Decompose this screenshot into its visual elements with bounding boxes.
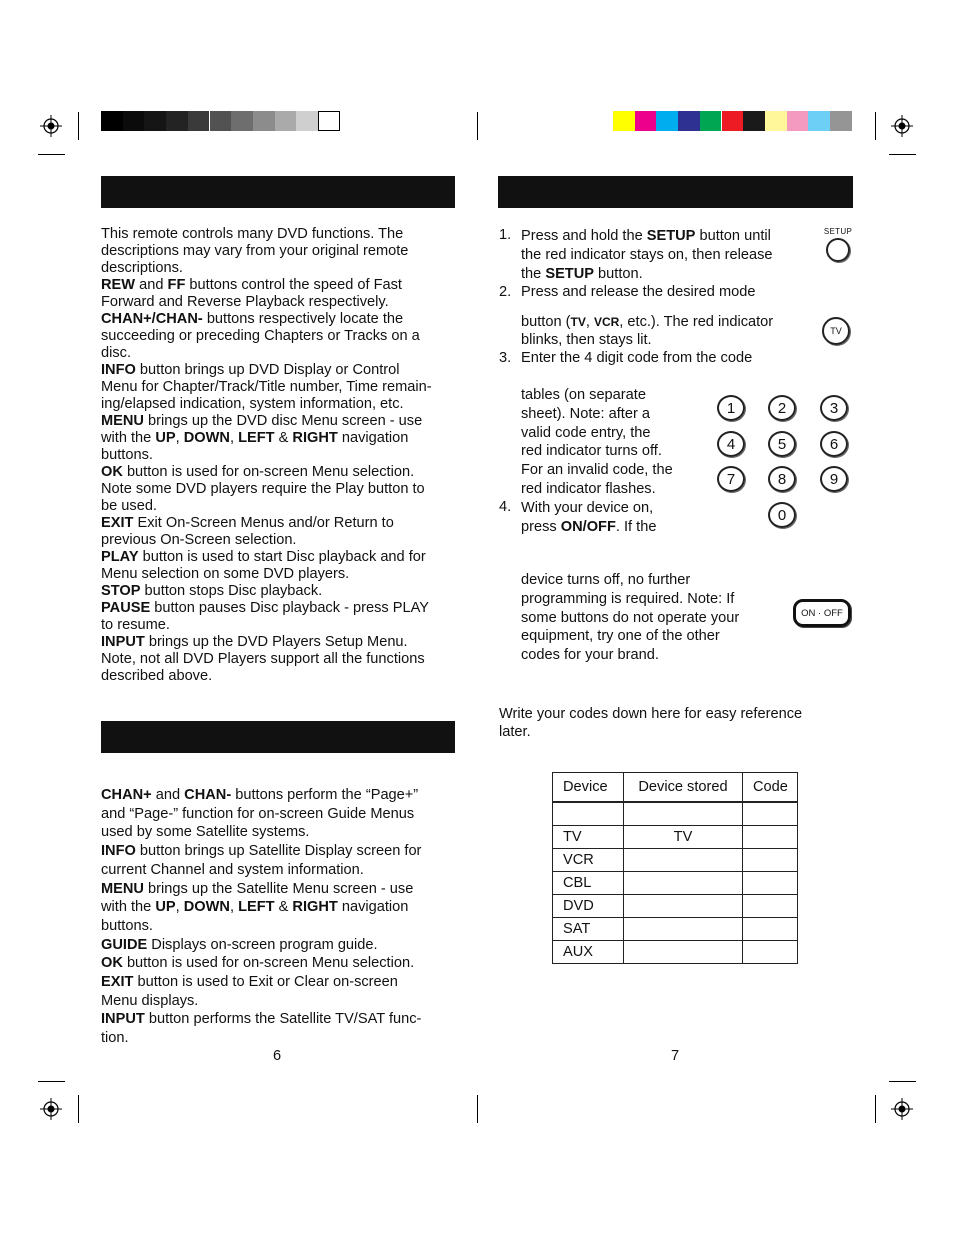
text-line	[521, 331, 773, 349]
text-segment: descriptions.	[101, 260, 183, 276]
text-segment: described above.	[101, 668, 213, 684]
on-off-button-icon	[793, 599, 851, 627]
text-line	[101, 823, 421, 842]
text-line	[101, 805, 421, 824]
setup-button-icon	[821, 227, 855, 265]
text-line	[101, 481, 432, 498]
on-off-button-label: ON · OFF	[801, 607, 843, 619]
text-segment: some buttons do not operate your	[521, 609, 740, 626]
color-swatch	[253, 111, 275, 131]
color-swatch	[656, 111, 678, 131]
color-swatch	[765, 111, 787, 131]
table-row	[553, 826, 798, 849]
text-line	[521, 461, 673, 480]
text-segment: Press and release the desired mode	[521, 284, 756, 300]
text-segment: CHAN+	[101, 787, 152, 803]
registration-mark-icon	[40, 1098, 62, 1120]
color-swatch	[144, 111, 166, 131]
text-line	[101, 1010, 421, 1029]
text-segment: descriptions may vary from your original remote	[101, 243, 409, 259]
text-segment: blinks, then stays lit.	[521, 332, 652, 348]
table-row	[553, 872, 798, 895]
text-segment: button.	[594, 266, 643, 282]
text-segment: VCR	[593, 315, 620, 329]
text-segment: ing/elapsed indication, system information, etc.	[101, 396, 404, 412]
text-segment: ,	[175, 430, 184, 446]
text-segment: with the	[101, 899, 156, 916]
color-swatch	[613, 111, 635, 131]
text-segment: device turns off, no further	[521, 572, 691, 588]
text-segment: RIGHT	[292, 899, 338, 916]
text-segment: For an invalid code, the	[521, 462, 673, 479]
text-segment: button pauses Disc playback - press PLAY	[150, 600, 429, 616]
text-segment: CHAN-	[184, 787, 232, 803]
text-segment: Menu selection on some DVD players.	[101, 566, 350, 582]
table-row	[553, 895, 798, 918]
text-line	[101, 992, 421, 1011]
text-segment: navigation	[337, 430, 409, 446]
text-line	[101, 1029, 421, 1048]
text-line	[521, 627, 739, 646]
table-cell[interactable]	[743, 895, 798, 918]
text-line	[101, 430, 432, 447]
keypad-key-7-icon: 7	[717, 466, 745, 492]
text-segment: , etc.). The red indicator	[619, 314, 774, 330]
step-1-text	[521, 227, 773, 284]
text-segment: &	[274, 899, 293, 916]
text-segment: DOWN	[183, 430, 230, 446]
text-segment: ,	[229, 430, 239, 446]
table-cell[interactable]	[743, 872, 798, 895]
text-segment: navigation	[337, 899, 409, 916]
text-segment: press	[521, 518, 561, 535]
text-segment: with the	[101, 430, 156, 446]
text-segment: EXIT	[101, 974, 134, 991]
text-segment: ,	[229, 899, 239, 916]
keypad-key-9-icon: 9	[820, 466, 848, 492]
registration-mark-icon	[891, 1098, 913, 1120]
text-segment: INPUT	[101, 634, 145, 650]
table-cell[interactable]	[743, 802, 798, 826]
text-line	[101, 515, 432, 532]
text-line	[521, 499, 656, 518]
text-segment: REW	[101, 277, 136, 293]
device-code-table	[552, 772, 798, 964]
table-cell: SAT	[553, 918, 624, 941]
text-segment: buttons.	[101, 917, 153, 934]
text-segment: button is used to Exit or Clear on-screen	[133, 974, 398, 991]
text-segment: to resume.	[101, 617, 170, 633]
text-segment: codes for your brand.	[521, 647, 659, 664]
table-header-cell: Device	[553, 773, 624, 803]
color-swatch	[123, 111, 145, 131]
text-segment: previous On-Screen selection.	[101, 532, 297, 548]
text-segment: Displays on-screen program guide.	[147, 936, 378, 953]
color-swatch	[808, 111, 830, 131]
text-segment: button brings up Satellite Display screen for	[135, 843, 422, 860]
text-segment: Forward and Reverse Playback respectively.	[101, 294, 389, 310]
table-cell	[553, 802, 624, 826]
keypad-key-0-icon: 0	[768, 502, 796, 528]
text-segment: programming is required. Note: If	[521, 590, 735, 607]
table-cell: DVD	[553, 895, 624, 918]
step-2-text	[521, 284, 755, 301]
table-cell[interactable]	[743, 849, 798, 872]
text-segment: the	[521, 266, 546, 282]
color-swatch	[743, 111, 765, 131]
text-line	[101, 328, 432, 345]
text-segment: MENU	[101, 880, 144, 897]
text-segment: brings up the DVD disc Menu screen - use	[143, 413, 423, 429]
step-number-1: 1.	[499, 227, 512, 243]
text-line	[101, 861, 421, 880]
tv-button-icon	[822, 317, 850, 345]
satellite-functions-text	[101, 786, 421, 1048]
text-line	[521, 405, 673, 424]
text-line	[101, 294, 432, 311]
color-swatch	[231, 111, 253, 131]
dvd-section-header-bar	[101, 176, 455, 208]
color-swatch	[188, 111, 210, 131]
text-segment: DOWN	[183, 899, 230, 916]
table-header-cell: Code	[743, 773, 798, 803]
keypad-key-8-icon: 8	[768, 466, 796, 492]
text-line	[521, 350, 752, 367]
text-segment: GUIDE	[101, 936, 148, 953]
keypad-key-5-icon: 5	[768, 431, 796, 457]
table-row	[553, 849, 798, 872]
text-segment: and	[135, 277, 168, 293]
color-swatch	[101, 111, 123, 131]
text-segment: EXIT	[101, 515, 134, 531]
text-line	[521, 313, 773, 331]
text-segment: ,	[175, 899, 184, 916]
step-4-text	[521, 499, 656, 536]
text-segment: LEFT	[238, 430, 275, 446]
text-line	[521, 480, 673, 499]
text-segment: buttons control the speed of Fast	[185, 277, 402, 293]
text-line	[521, 284, 755, 301]
page-number-left: 6	[273, 1048, 282, 1064]
text-segment: button until	[695, 228, 771, 244]
text-line	[101, 396, 432, 413]
text-segment: button is used to start Disc playback and for	[138, 549, 426, 565]
text-segment: With your device on,	[521, 500, 654, 516]
text-segment: &	[274, 430, 293, 446]
keypad-key-3-icon: 3	[820, 395, 848, 421]
table-cell[interactable]	[624, 918, 743, 941]
text-line	[101, 498, 432, 515]
text-segment: button stops Disc playback.	[140, 583, 323, 599]
text-segment: Write your codes down here for easy reference	[499, 706, 803, 722]
color-swatch	[635, 111, 657, 131]
code-reference-note	[499, 705, 802, 741]
color-swatch	[830, 111, 852, 131]
text-segment: PAUSE	[101, 600, 151, 616]
text-line	[101, 549, 432, 566]
text-line	[101, 668, 432, 685]
keypad-key-6-icon: 6	[820, 431, 848, 457]
text-line	[101, 464, 432, 481]
text-segment: tables (on separate	[521, 387, 646, 403]
text-segment: equipment, try one of the other	[521, 628, 720, 645]
text-segment: and “Page-” function for on-screen Guide Menus	[101, 805, 415, 822]
text-line	[101, 842, 421, 861]
text-line	[101, 617, 432, 634]
setup-section-header-bar	[498, 176, 853, 208]
color-swatch	[275, 111, 297, 131]
text-segment: Enter the 4 digit code from the code	[521, 350, 753, 366]
color-swatch	[722, 111, 744, 131]
setup-button-label: SETUP	[823, 227, 853, 236]
step-number-3: 3.	[499, 350, 512, 366]
color-swatch	[296, 111, 318, 131]
table-cell[interactable]	[743, 918, 798, 941]
text-segment: tion.	[101, 1030, 129, 1047]
text-line	[521, 590, 739, 609]
text-segment: button performs the Satellite TV/SAT func-	[144, 1011, 422, 1028]
text-segment: CHAN+/CHAN-	[101, 311, 203, 327]
text-segment: and	[151, 787, 185, 803]
text-line	[101, 600, 432, 617]
text-segment: Menu for Chapter/Track/Title number, Time remain-	[101, 379, 432, 395]
text-segment: PLAY	[101, 549, 139, 565]
text-segment: current Channel and system information.	[101, 861, 364, 878]
text-segment: UP	[155, 430, 176, 446]
text-line	[521, 246, 773, 265]
text-segment: OK	[101, 464, 123, 480]
text-segment: LEFT	[238, 899, 275, 916]
text-line	[101, 447, 432, 464]
text-line	[101, 973, 421, 992]
table-header-cell: Device stored	[624, 773, 743, 803]
satellite-section-header-bar	[101, 721, 455, 753]
text-segment: sheet). Note: after a	[521, 405, 650, 422]
text-segment: be used.	[101, 498, 157, 514]
table-cell[interactable]	[624, 872, 743, 895]
text-segment: button is used for on-screen Menu selection.	[122, 464, 415, 480]
text-segment: INFO	[101, 362, 136, 378]
text-segment: later.	[499, 724, 531, 740]
text-line	[101, 634, 432, 651]
tv-button-label: TV	[830, 326, 842, 336]
text-segment: red indicator turns off.	[521, 443, 662, 460]
text-segment: INFO	[101, 843, 136, 860]
text-segment: buttons.	[101, 447, 153, 463]
step-2-continued-text	[521, 313, 773, 349]
text-segment: used by some Satellite systems.	[101, 824, 310, 841]
table-cell: VCR	[553, 849, 624, 872]
text-line	[101, 311, 432, 328]
text-line	[101, 532, 432, 549]
color-swatch	[166, 111, 188, 131]
text-line	[101, 277, 432, 294]
color-swatch	[787, 111, 809, 131]
text-line	[101, 379, 432, 396]
text-line	[101, 954, 421, 973]
registration-mark-icon	[40, 115, 62, 137]
text-segment: SETUP	[545, 266, 594, 282]
text-line	[521, 386, 673, 405]
text-line	[521, 646, 739, 665]
text-line	[499, 723, 802, 741]
step-3-text	[521, 350, 752, 367]
text-line	[101, 898, 421, 917]
table-cell[interactable]	[624, 802, 743, 826]
text-segment: ,	[585, 314, 594, 330]
text-line	[521, 518, 656, 537]
text-line	[521, 609, 739, 628]
text-segment: OK	[101, 955, 123, 972]
text-segment: button (	[521, 314, 571, 330]
text-segment: STOP	[101, 583, 141, 599]
text-segment: valid code entry, the	[521, 424, 651, 441]
table-cell: TV	[553, 826, 624, 849]
text-segment: FF	[167, 277, 186, 293]
text-segment: brings up the Satellite Menu screen - use	[143, 880, 414, 897]
text-segment: button brings up DVD Display or Control	[135, 362, 400, 378]
text-line	[101, 260, 432, 277]
text-segment: . If the	[615, 518, 657, 535]
text-line	[499, 705, 802, 723]
table-cell: CBL	[553, 872, 624, 895]
text-line	[101, 936, 421, 955]
dvd-functions-text	[101, 226, 432, 685]
table-cell: AUX	[553, 941, 624, 964]
page-number-right: 7	[671, 1048, 680, 1064]
text-line	[101, 583, 432, 600]
step-4-continued-text	[521, 571, 739, 665]
table-cell[interactable]	[743, 941, 798, 964]
table-row	[553, 941, 798, 964]
text-line	[521, 227, 773, 246]
keypad-key-2-icon: 2	[768, 395, 796, 421]
table-cell[interactable]	[624, 849, 743, 872]
text-segment: buttons respectively locate the	[202, 311, 404, 327]
text-line	[521, 442, 673, 461]
text-segment: Menu displays.	[101, 992, 199, 1009]
table-row	[553, 802, 798, 826]
text-segment: brings up the DVD Players Setup Menu.	[144, 634, 408, 650]
text-line	[101, 345, 432, 362]
table-cell[interactable]	[624, 941, 743, 964]
table-cell[interactable]: TV	[624, 826, 743, 849]
text-line	[101, 243, 432, 260]
text-segment: button is used for on-screen Menu selection.	[122, 955, 415, 972]
color-swatch	[700, 111, 722, 131]
color-swatch	[210, 111, 232, 131]
text-segment: Press and hold the	[521, 228, 647, 244]
text-segment: TV	[570, 315, 586, 329]
text-segment: disc.	[101, 345, 132, 361]
text-line	[101, 917, 421, 936]
table-cell[interactable]	[743, 826, 798, 849]
text-line	[101, 651, 432, 668]
text-segment: buttons perform the “Page+”	[231, 787, 419, 803]
text-segment: the red indicator stays on, then release	[521, 247, 773, 263]
text-segment: Exit On-Screen Menus and/or Return to	[133, 515, 394, 531]
text-line	[101, 362, 432, 379]
text-segment: INPUT	[101, 1011, 145, 1028]
text-segment: MENU	[101, 413, 144, 429]
text-segment: UP	[155, 899, 176, 916]
registration-mark-icon	[891, 115, 913, 137]
text-line	[101, 566, 432, 583]
text-line	[101, 413, 432, 430]
keypad-key-1-icon: 1	[717, 395, 745, 421]
text-segment: SETUP	[646, 228, 696, 244]
color-swatch	[318, 111, 340, 131]
step-3-continued-text	[521, 386, 673, 499]
text-line	[521, 571, 739, 590]
text-segment: Note some DVD players require the Play button to	[101, 481, 425, 497]
text-segment: This remote controls many DVD functions. The	[101, 226, 404, 242]
text-segment: succeeding or preceding Chapters or Tracks on a	[101, 328, 420, 344]
text-segment: RIGHT	[292, 430, 338, 446]
text-line	[101, 226, 432, 243]
text-line	[101, 786, 421, 805]
text-segment: red indicator flashes.	[521, 480, 656, 497]
text-line	[521, 265, 773, 284]
keypad-key-4-icon: 4	[717, 431, 745, 457]
step-number-2: 2.	[499, 284, 512, 300]
table-row	[553, 918, 798, 941]
text-line	[521, 424, 673, 443]
table-header-row	[553, 773, 798, 803]
text-line	[101, 880, 421, 899]
table-cell[interactable]	[624, 895, 743, 918]
text-segment: Note, not all DVD Players support all the functions	[101, 651, 425, 667]
step-number-4: 4.	[499, 499, 512, 515]
color-swatch	[678, 111, 700, 131]
text-segment: ON/OFF	[560, 518, 616, 535]
